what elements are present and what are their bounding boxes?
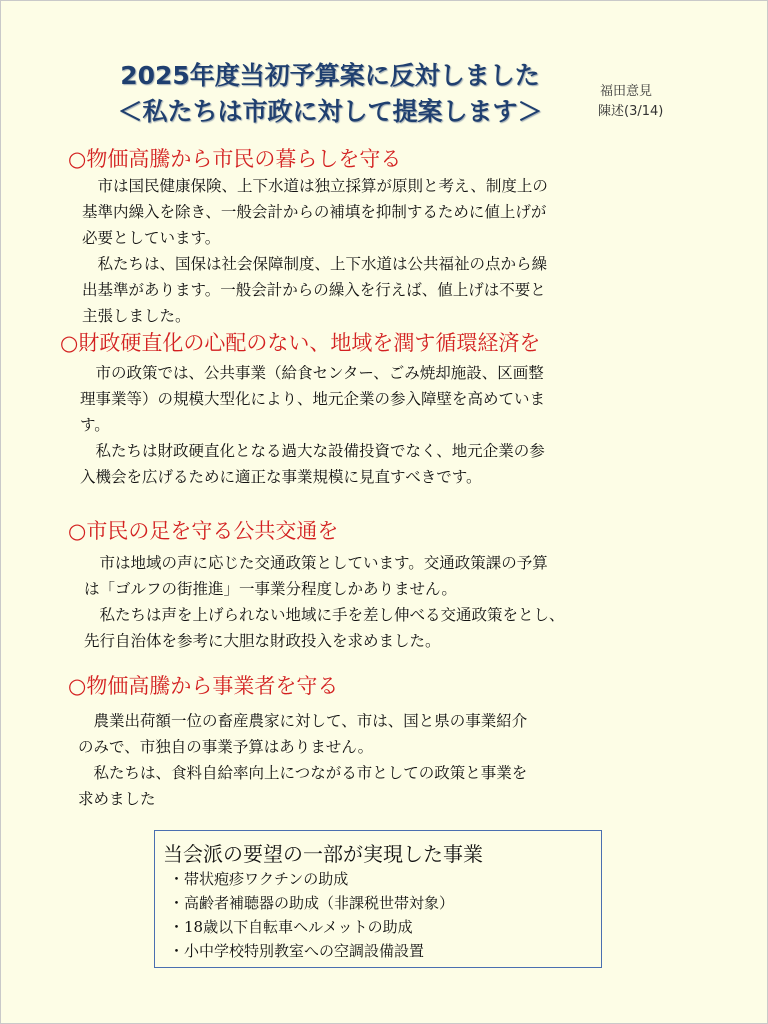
section-line: 基準内繰入を除き、一般会計からの補填を抑制するために値上げが	[82, 203, 547, 221]
section-line: 出基準があります。一般会計からの繰入を行えば、値上げは不要と	[82, 281, 546, 299]
title-line-2: ＜私たちは市政に対して提案します＞	[117, 97, 543, 126]
list-item: ・小中学校特別教室への空調設備設置	[169, 942, 425, 960]
section-line: 市は地域の声に応じた交通政策としています。交通政策課の予算	[84, 554, 548, 572]
section-line: のみで、市独自の事業予算はありません。	[78, 738, 374, 756]
section-line: 先行自治体を参考に大胆な財政投入を求めました。	[84, 632, 441, 650]
section-line: 入機会を広げるために適正な事業規模に見直すべきです。	[80, 468, 482, 486]
section-line: 私たちは声を上げられない地域に手を差し伸べる交通政策をとし、	[84, 606, 565, 624]
achievements-title: 当会派の要望の一部が実現した事業	[163, 842, 483, 866]
section-line: は「ゴルフの街推進」一事業分程度しかありません。	[84, 580, 457, 598]
section-heading: ○物価高騰から事業者を守る	[68, 674, 339, 698]
author-note	[598, 82, 688, 122]
section-line: 市は国民健康保険、上下水道は独立採算が原則と考え、制度上の	[82, 177, 548, 195]
section-line: 私たちは、食料自給率向上につながる市としての政策と事業を	[78, 764, 528, 782]
section-line: 必要としています。	[82, 229, 221, 247]
section-line: す。	[80, 416, 110, 434]
author-name: 福田意見	[600, 84, 653, 99]
page-title	[70, 58, 590, 130]
section-line: 市の政策では、公共事業（給食センター、ごみ焼却施設、区画整	[80, 364, 544, 382]
section-line: 理事業等）の規模大型化により、地元企業の参入障壁を高めていま	[80, 390, 546, 408]
list-item: ・帯状疱疹ワクチンの助成	[169, 870, 349, 888]
achievements-list	[169, 867, 454, 963]
section-line: 私たちは、国保は社会保障制度、上下水道は公共福祉の点から繰	[82, 255, 548, 273]
section-heading: ○物価高騰から市民の暮らしを守る	[68, 147, 402, 171]
section-line: 主張しました。	[82, 307, 191, 325]
section-line: 求めました	[78, 790, 156, 808]
author-date: 陳述(3/14)	[598, 104, 664, 119]
section-heading: ○市民の足を守る公共交通を	[68, 519, 339, 543]
section-heading: ○財政硬直化の心配のない、地域を潤す循環経済を	[60, 331, 541, 355]
section-line: 農業出荷額一位の畜産農家に対して、市は、国と県の事業紹介	[78, 712, 528, 730]
title-line-1: 2025年度当初予算案に反対しました	[120, 61, 540, 90]
section-line: 私たちは財政硬直化となる過大な設備投資でなく、地元企業の参	[80, 442, 545, 460]
list-item: ・18歳以下自転車ヘルメットの助成	[169, 918, 413, 936]
achievements-box	[154, 830, 602, 968]
list-item: ・高齢者補聴器の助成（非課税世帯対象）	[169, 894, 455, 912]
